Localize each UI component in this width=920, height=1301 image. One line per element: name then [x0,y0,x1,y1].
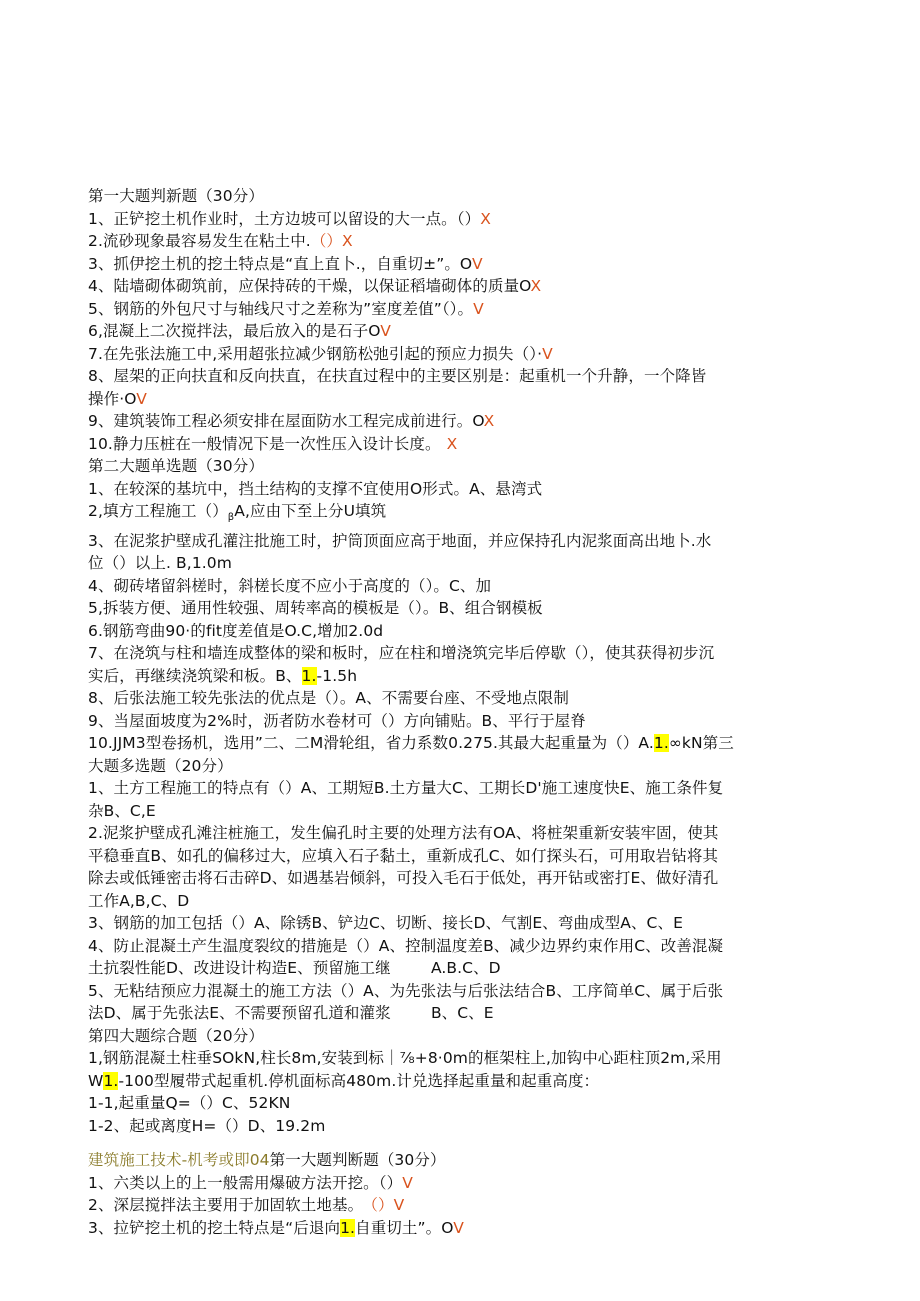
s3-q5-line2: 法D、属于先张法E、不需要预留孔道和灌浆 B、C、E [88,1004,494,1023]
answer-mark: X [342,232,353,250]
highlight: 1. [103,1071,119,1090]
section3-title: 大题多选题（20分） [88,756,233,775]
s1-q9: 9、建筑装饰工程必须安排在屋面防水工程完成前进行。OX [88,412,495,430]
s4-q1-line1: 1,钢筋混凝土柱垂SOkN,柱长8m,安装到标｜⅞+8·0m的框架柱上,加钩中心距柱顶2m,采用 [88,1049,722,1068]
s2-q7-line2: 实后，再继续浇筑梁和板。B、1.-1.5h [88,666,358,685]
s2-q8: 8、后张法施工较先张法的优点是（）。A、不需要台座、不受地点限制 [88,689,569,708]
answer-mark: V [393,1196,405,1215]
s2-q3-line2: 位（）以上. B,1.0m [88,554,232,573]
s1-q8-line1: 8、屋架的正向扶直和反向扶直，在扶直过程中的主要区别是：起重机一个升静，一个降皆 [88,367,707,385]
s4-q1-1: 1-1,起重量Q=（）C、52KN [88,1094,291,1113]
answer-mark: V [136,389,147,408]
answer-mark: V [542,344,553,363]
s3-q3: 3、钢筋的加工包括（）A、除锈B、铲边C、切断、接长D、气割E、弯曲成型A、C、E [88,914,683,933]
answer-mark: X [483,412,495,430]
s2-q5: 5,拆装方便、通用性较强、周转率高的模板是（）。B、组合钢模板 [88,599,543,618]
s5-q1: 1、六类以上的上一般需用爆破方法开挖。（）V [88,1173,413,1192]
answer-mark: V [473,299,484,318]
exam-document [88,185,833,1239]
s3-q4-line2: 土抗裂性能D、改进设计构造E、预留施工继 A.B.C、D [88,959,501,978]
highlight: 1. [340,1218,356,1237]
s3-q5-line1: 5、无粘结预应力混凝土的施工方法（）A、为先张法与后张法结合B、工序简单C、属于后张 [88,981,724,1000]
s1-q3: 3、抓伊挖土机的挖土特点是“直上直卜.，自重切±”。OV [88,254,483,273]
answer-mark: X [530,277,542,295]
s3-q1-line1: 1、土方工程施工的特点有（）A、工期短B.土方量大C、工期长D'施工速度快E、施工条件复 [88,779,724,798]
section-gap [88,1137,833,1149]
s2-q6: 6.钢筋弯曲90·的fit度差值是O.C,增加2.0d [88,621,384,640]
section1-title: 第一大题判新题（30分） [88,187,264,205]
s1-q10: 10.静力压桩在一般情况下是一次性压入设计长度。 X [88,434,458,453]
answer-mark: X [446,434,458,453]
s2-q9: 9、当屋面坡度为2%时，沥者防水卷材可（）方向铺贴。B、平行于屋脊 [88,711,586,730]
s1-q4: 4、陆墙砌体砌筑前，应保持砖的干燥，以保证稻墙砌体的质量OX [88,277,542,295]
highlight: 1. [301,666,317,685]
s2-q1: 1、在较深的基坑中，挡土结构的支撑不宜使用O形式。A、悬湾式 [88,479,543,498]
s2-q10: 10.JJM3型卷扬机，选用”二、二M滑轮组，省力系数0.275.其最大起重量为（）A.1.∞kN第三 [88,734,734,753]
s1-q7: 7.在先张法施工中,采用超张拉减少钢筋松弛引起的预应力损失（）·V [88,344,553,363]
s2-q4: 4、砌砖堵留斜槎时，斜槎长度不应小于高度的（）。C、加 [88,576,492,595]
section4-title: 第四大题综合题（20分） [88,1026,264,1045]
s2-q3-line1: 3、在泥浆护壁成孔灌注批施工时，护筒顶面应高于地面，并应保持孔内泥浆面高出地卜.水 [88,531,712,550]
highlight: 1. [653,734,669,753]
s4-q1-2: 1-2、起或离度H=（）D、19.2m [88,1116,326,1135]
s3-q4-line1: 4、防止混凝土产生温度裂纹的措施是（）A、控制温度差B、减少边界约束作用C、改善混凝 [88,936,724,955]
section2-title: 第二大题单选题（30分） [88,457,264,475]
answer-mark: V [453,1218,464,1237]
answer-mark: V [471,254,483,273]
s5-q2: 2、深层搅拌法主要用于加固软土地基。 （）V [88,1196,405,1215]
s3-q2-line2: 平稳垂直B、如孔的偏移过大，应填入石子黏土，重新成孔C、如仃探头石，可用取岩钻将其 [88,846,719,865]
answer-mark: X [480,209,491,228]
s3-q2-line3: 除去或低锤密击将石击碎D、如遇基岩倾斜，可投入毛石于低处，再开钻或密打E、做好清孔 [88,869,719,888]
answer-paren: （） [310,232,343,250]
answer-mark: V [380,322,391,340]
answer-mark: V [402,1173,413,1192]
s1-q5: 5、钢筋的外包尺寸与轴线尺寸之差称为”室度差值”（）。V [88,299,484,318]
s1-q2: 2.流砂现象最容易发生在粘土中.（）X [88,232,353,250]
s2-q7-line1: 7、在浇筑与柱和墙连成整体的梁和板时，应在柱和增浇筑完毕后停歇（），使其获得初步沉 [88,644,715,663]
s1-q8-line2: 操作·OV [88,389,147,408]
s5-q3: 3、拉铲挖土机的挖土特点是“后退向1.自重切土”。OV [88,1218,464,1237]
section5-heading: 建筑施工技术-机考或即04第一大题判断题（30分） [88,1151,446,1170]
answer-paren: （） [370,1196,394,1215]
s2-q2: 2,填方工程施工$()_\beta A$,应由下至上分U填筑 [88,502,387,524]
s1-q6: 6,混凝上二次搅拌法，最后放入的是石子OV [88,322,391,340]
s3-q2-line1: 2.泥浆护壁成孔滩注桩施工，发生偏孔时主要的处理方法有OA、将桩架重新安装牢固，使其 [88,824,719,843]
s3-q1-line2: 杂B、C,E [88,801,156,820]
s1-q1: 1、正铲挖土机作业时，土方边坡可以留设的大一点。（）X [88,209,491,228]
s4-q1-line2: W1.-100型履带式起重机.停机面标高480m.计兑选择起重量和起重高度： [88,1071,600,1090]
s3-q2-line4: 工作A,B,C、D [88,891,190,910]
doc-title: 建筑施工技术-机考或即04 [88,1151,270,1170]
